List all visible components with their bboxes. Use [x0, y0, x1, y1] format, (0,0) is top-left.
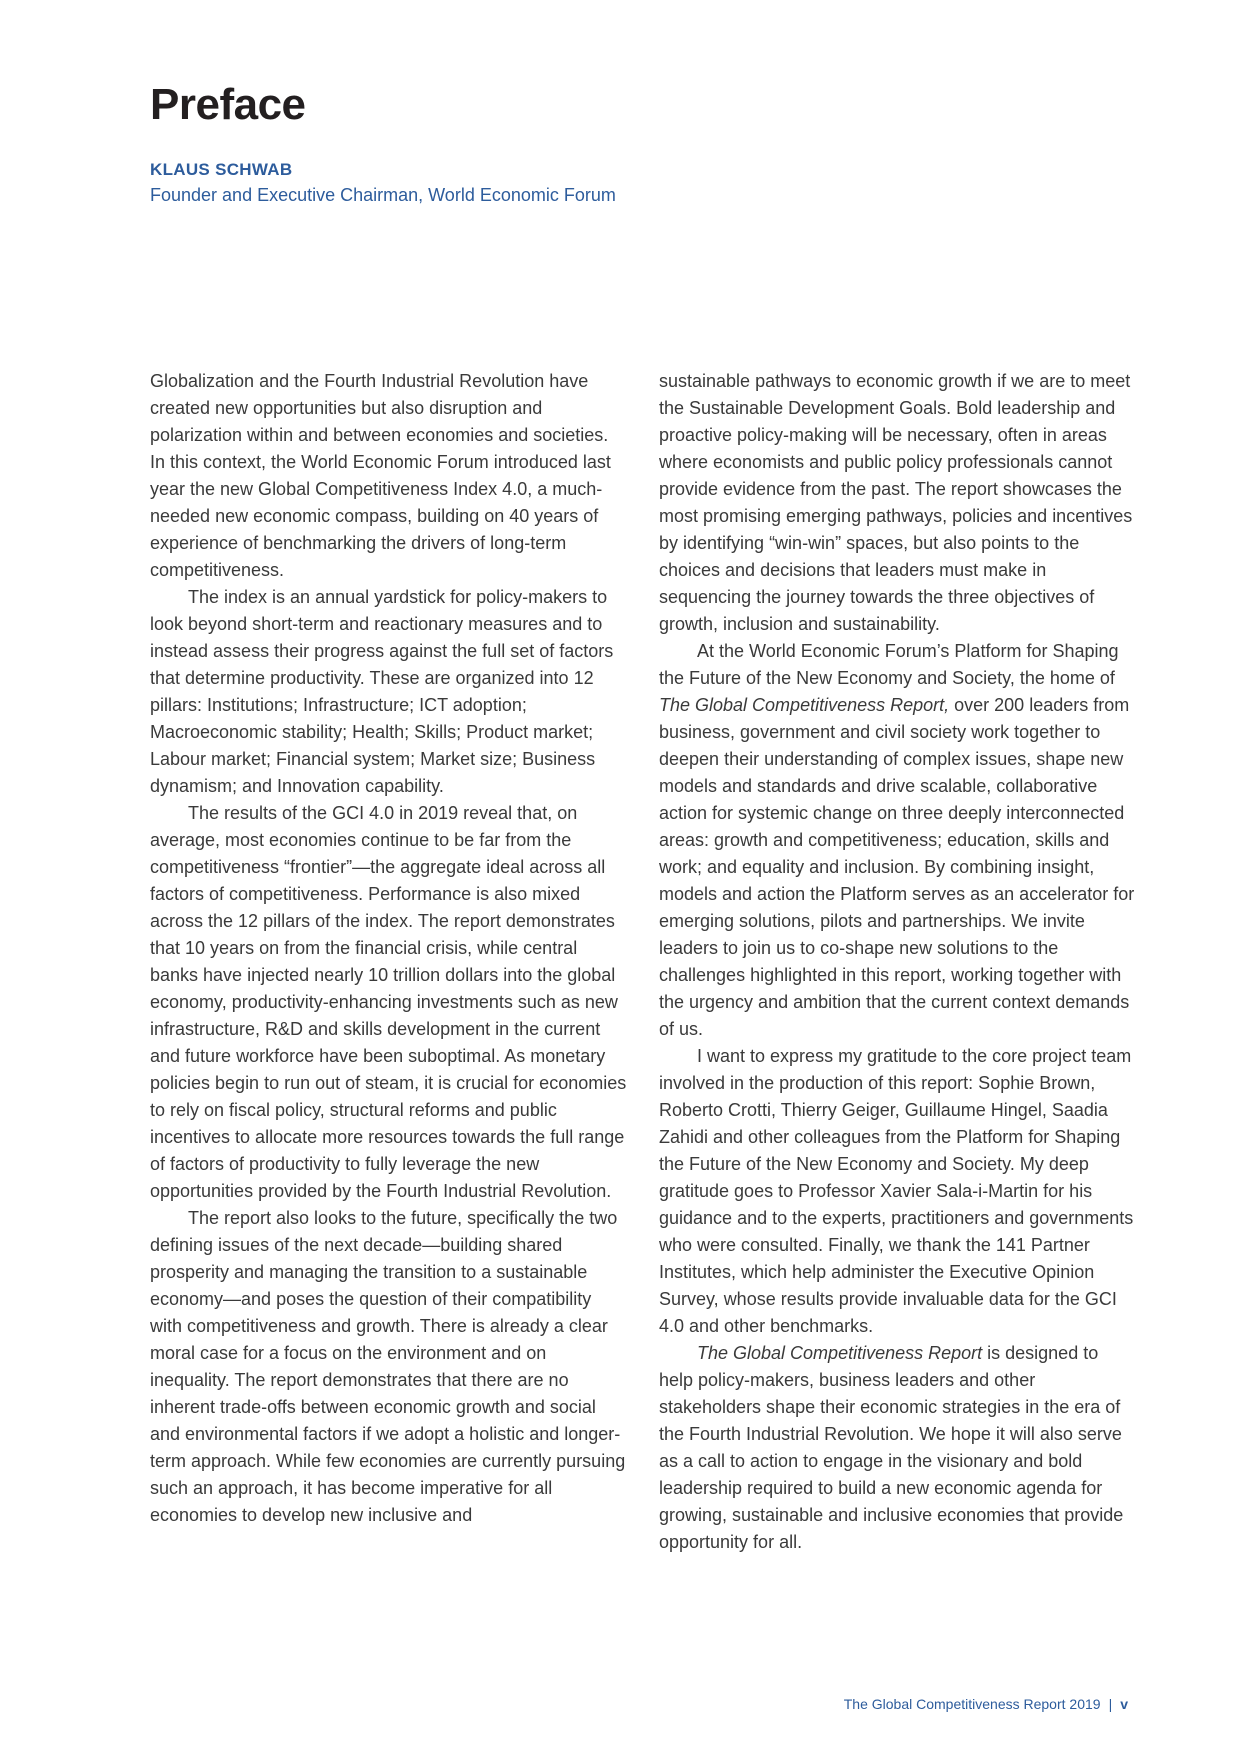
paragraph-text: At the World Economic Forum’s Platform for Shaping the Future of the New Economy and Society, the home of [659, 641, 1119, 688]
paragraph: The index is an annual yardstick for policy-makers to look beyond short-term and reactionary measures and to instead assess their progress against the full set of factors that determine productivity. These are organized into 12 pillars: Institutions; Infrastructure; ICT adoption; Macroeconomic stability; Health; Skills; Product market; Labour market; Financial system; Market size; Business dynamism; and Innovation capability. [150, 587, 614, 796]
paragraph: Globalization and the Fourth Industrial Revolution have created new opportunities but also disruption and polarization within and between economies and societies. In this context, the World Economic Forum introduced last year the new Global Competitiveness Index 4.0, a much-needed new economic compass, building on 40 years of experience of benchmarking the drivers of long-term competitiveness. [150, 371, 611, 580]
author-name: KLAUS SCHWAB [150, 160, 293, 179]
page-number: v [1120, 1696, 1128, 1712]
report-title-italic: The Global Competitiveness Report, [659, 695, 950, 715]
paragraph-text: over 200 leaders from business, government and civil society work together to deepen their understanding of complex issues, shape new models and standards and drive scalable, collaborative action for systemic change on three deeply interconnected areas: growth and competitiveness; education, skills and work; and equality and inclusion. By combining insight, models and action the Platform serves as an accelerator for emerging solutions, pilots and partnerships. We invite leaders to join us to co-shape new solutions to the challenges highlighted in this report, working together with the urgency and ambition that the current context demands of us. [659, 695, 1135, 1039]
paragraph: sustainable pathways to economic growth if we are to meet the Sustainable Development Goals. Bold leadership and proactive policy-making will be necessary, often in areas where economists and public policy professionals cannot provide evidence from the past. The report showcases the most promising emerging pathways, policies and incentives by identifying “win-win” spaces, but also points to the choices and decisions that leaders must make in sequencing the journey towards the three objectives of growth, inclusion and sustainability. [659, 371, 1133, 634]
right-column [659, 368, 1137, 1556]
paragraph-closing [659, 1340, 1137, 1556]
footer-report-title: The Global Competitiveness Report 2019 [843, 1696, 1101, 1712]
paragraph: I want to express my gratitude to the core project team involved in the production of this report: Sophie Brown, Roberto Crotti, Thierry Geiger, Guillaume Hingel, Saadia Zahidi and other colleagues from the Platform for Shaping the Future of the New Economy and Society. My deep gratitude goes to Professor Xavier Sala-i-Martin for his guidance and to the experts, practitioners and governments who were consulted. Finally, we thank the 141 Partner Institutes, which help administer the Executive Opinion Survey, whose results provide invaluable data for the GCI 4.0 and other benchmarks. [659, 1046, 1134, 1336]
report-title-italic: The Global Competitiveness Report [697, 1343, 983, 1363]
paragraph-platform [659, 638, 1137, 1043]
author-role: Founder and Executive Chairman, World Economic Forum [150, 185, 616, 205]
paragraph-text: is designed to help policy-makers, business leaders and other stakeholders shape their economic strategies in the era of the Fourth Industrial Revolution. We hope it will also serve as a call to action to engage in the visionary and bold leadership required to build a new economic agenda for growing, sustainable and inclusive economies that provide opportunity for all. [659, 1343, 1124, 1552]
page-title: Preface [150, 80, 306, 129]
footer-separator: | [1108, 1696, 1113, 1712]
page-footer [844, 1696, 1128, 1712]
paragraph: The results of the GCI 4.0 in 2019 reveal that, on average, most economies continue to be far from the competitiveness “frontier”—the aggregate ideal across all factors of competitiveness. Performance is also mixed across the 12 pillars of the index. The report demonstrates that 10 years on from the financial crisis, while central banks have injected nearly 10 trillion dollars into the global economy, productivity-enhancing investments such as new infrastructure, R&D and skills development in the current and future workforce have been suboptimal. As monetary policies begin to run out of steam, it is crucial for economies to rely on fiscal policy, structural reforms and public incentives to allocate more resources towards the full range of factors of productivity to fully leverage the new opportunities provided by the Fourth Industrial Revolution. [150, 803, 627, 1201]
left-column [150, 368, 628, 1529]
paragraph: The report also looks to the future, specifically the two defining issues of the next decade—building shared prosperity and managing the transition to a sustainable economy—and poses the question of their compatibility with competitiveness and growth. There is already a clear moral case for a focus on the environment and on inequality. The report demonstrates that there are no inherent trade-offs between economic growth and social and environmental factors if we adopt a holistic and longer-term approach. While few economies are currently pursuing such an approach, it has become imperative for all economies to develop new inclusive and [150, 1208, 626, 1525]
